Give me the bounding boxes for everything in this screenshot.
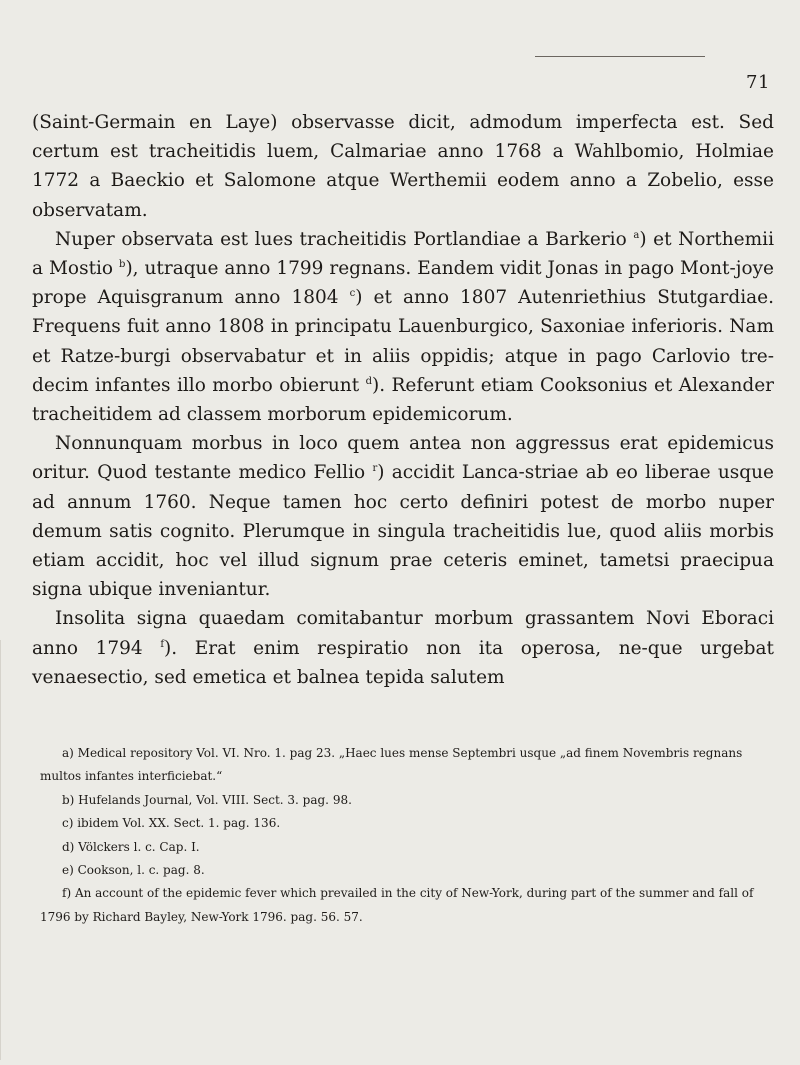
body-text	[32, 108, 774, 692]
footnote-ref-d: d	[365, 375, 372, 387]
footnote-ref-c: c	[349, 288, 356, 300]
footnote-ref-a: a	[633, 229, 640, 241]
footnote-ref-r: r	[372, 463, 378, 475]
footnotes	[40, 742, 775, 929]
paragraph-2-text-3: ), utraque anno 1799 regnans. Eandem vidit Jonas in pago Mont-joye prope Aquisgranum anno 1804	[32, 258, 774, 309]
footnote-c: c) ibidem Vol. XX. Sect. 1. pag. 136.	[62, 816, 281, 831]
paragraph-2-text-5: ). Referunt etiam Cooksonius et Alexander tracheitidem ad classem morborum epidemicorum.	[32, 374, 774, 426]
page-number: 71	[746, 72, 770, 93]
footnote-e: e) Cookson, l. c. pag. 8.	[62, 863, 205, 878]
paragraph-2-text-1: Nuper observata est lues tracheitidis Portlandiae a Barkerio	[55, 228, 634, 250]
paragraph-1-text: (Saint-Germain en Laye) observasse dicit, admodum imperfecta est. Sed certum est tracheitidis luem, Calmariae anno 1768 a Wahlbomio, Holmiae 1772 a Baeckio et Salomone atque Werthemii eodem anno a Zobelio, esse observatam.	[32, 112, 774, 221]
footnote-a: a) Medical repository Vol. VI. Nro. 1. pag 23. „Haec lues mense Septembri usque „ad finem Novembris regnans multos infantes interficiebat.“	[40, 746, 743, 784]
paragraph-2-text-4: ) et anno 1807 Autenriethius Stutgardiae. Frequens fuit anno 1808 in principatu Lauenburgico, Saxoniae inferioris. Nam et Ratze-burgi observabatur et in aliis oppidis; atque in pago Carlovio tre-decim infantes illo morbo obierunt	[32, 287, 775, 396]
footnote-ref-b: b	[119, 258, 126, 270]
paragraph-3	[32, 429, 774, 604]
paragraph-4	[32, 604, 774, 692]
paragraph-4-text-1: Insolita signa quaedam comitabantur morbum grassantem Novi Eboraci anno 1794	[32, 608, 774, 659]
paragraph-2-text-2: ) et Northemii a Mostio	[32, 228, 774, 280]
paragraph-3-text-2: ) accidit Lanca-striae ab eo liberae usque ad annum 1760. Neque tamen hoc certo definiri potest de morbo nuper demum satis cognito. Plerumque in singula tracheitidis lue, quod aliis morbis etiam accidit, hoc vel illud signum prae ceteris eminet, tametsi praecipua signa ubique inveniantur.	[32, 462, 775, 601]
paragraph-1	[32, 108, 774, 225]
paragraph-3-text-1: Nonnunquam morbus in loco quem antea non aggressus erat epidemicus oritur. Quod testante medico Fellio	[32, 433, 774, 484]
header-rule	[535, 56, 705, 57]
footnote-ref-f: f	[160, 638, 165, 650]
footnote-b: b) Hufelands Journal, Vol. VIII. Sect. 3. pag. 98.	[62, 792, 352, 807]
paragraph-4-text-2: ). Erat enim respiratio non ita operosa, ne-que urgebat venaesectio, sed emetica et balnea tepida salutem	[32, 637, 774, 688]
margin-line	[0, 640, 1, 1060]
paragraph-2	[32, 225, 774, 429]
footnote-d: d) Völckers l. c. Cap. I.	[62, 839, 200, 854]
footnote-f: f) An account of the epidemic fever which prevailed in the city of New-York, during part of the summer and fall of 1796 by Richard Bayley, New-York 1796. pag. 56. 57.	[40, 886, 754, 924]
